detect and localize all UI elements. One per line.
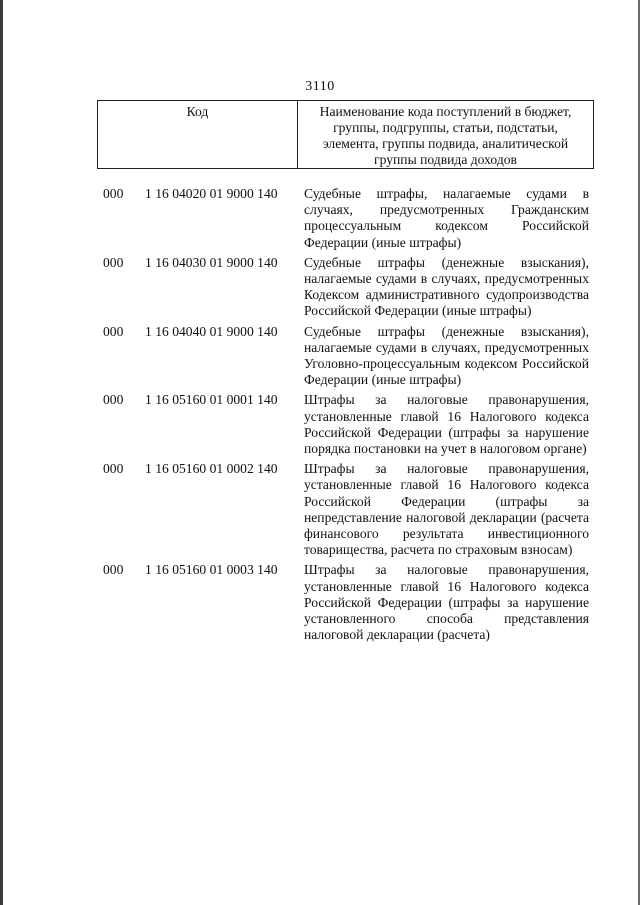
admin-code: 000	[103, 392, 124, 408]
revenue-code-list	[0, 186, 640, 647]
revenue-code: 1 16 04030 01 9000 140	[145, 254, 278, 270]
revenue-description: Штрафы за налоговые правонарушения, установленные главой 16 Налогового кодекса Российской Федерации (штрафы за нарушение порядка постановки на учет в налоговом органе)	[304, 392, 589, 457]
table-row	[0, 255, 640, 320]
admin-code: 000	[103, 461, 124, 477]
admin-code: 000	[103, 186, 124, 201]
table-row	[0, 392, 640, 457]
admin-code: 000	[103, 323, 124, 339]
table-row	[0, 324, 640, 389]
table-row	[0, 562, 640, 643]
revenue-description: Судебные штрафы (денежные взыскания), налагаемые судами в случаях, предусмотренных Уголовно-процессуальным кодексом Российской Федерации (иные штрафы)	[304, 323, 589, 388]
header-name-cell: Наименование кода поступлений в бюджет, группы, подгруппы, статьи, подстатьи, элемента, группы подвида, аналитической группы подвида доходов	[298, 101, 594, 169]
admin-code: 000	[103, 562, 124, 578]
header-code-cell: Код	[98, 101, 298, 169]
revenue-description: Штрафы за налоговые правонарушения, установленные главой 16 Налогового кодекса Российской Федерации (штрафы за нарушение установленного способа представления налоговой декларации (расчета)	[304, 562, 589, 643]
table-row	[0, 186, 640, 251]
revenue-description: Штрафы за налоговые правонарушения, установленные главой 16 Налогового кодекса Российской Федерации (штрафы за непредставление налоговой декларации (расчета финансового результата инвестиционного товарищества, расчета по страховым взносам)	[304, 461, 589, 558]
revenue-code: 1 16 05160 01 0002 140	[145, 461, 278, 477]
revenue-description: Судебные штрафы, налагаемые судами в случаях, предусмотренных Гражданским процессуальным кодексом Российской Федерации (иные штрафы)	[304, 186, 589, 250]
revenue-code: 1 16 04020 01 9000 140	[145, 186, 278, 201]
table-row	[0, 461, 640, 558]
revenue-code: 1 16 05160 01 0001 140	[145, 392, 278, 408]
table-header	[97, 100, 594, 169]
page-number: 3110	[305, 79, 335, 94]
revenue-code: 1 16 05160 01 0003 140	[145, 562, 278, 578]
revenue-description: Судебные штрафы (денежные взыскания), налагаемые судами в случаях, предусмотренных Кодексом административного судопроизводства Российской Федерации (иные штрафы)	[304, 254, 589, 319]
admin-code: 000	[103, 254, 124, 270]
revenue-code: 1 16 04040 01 9000 140	[145, 323, 278, 339]
